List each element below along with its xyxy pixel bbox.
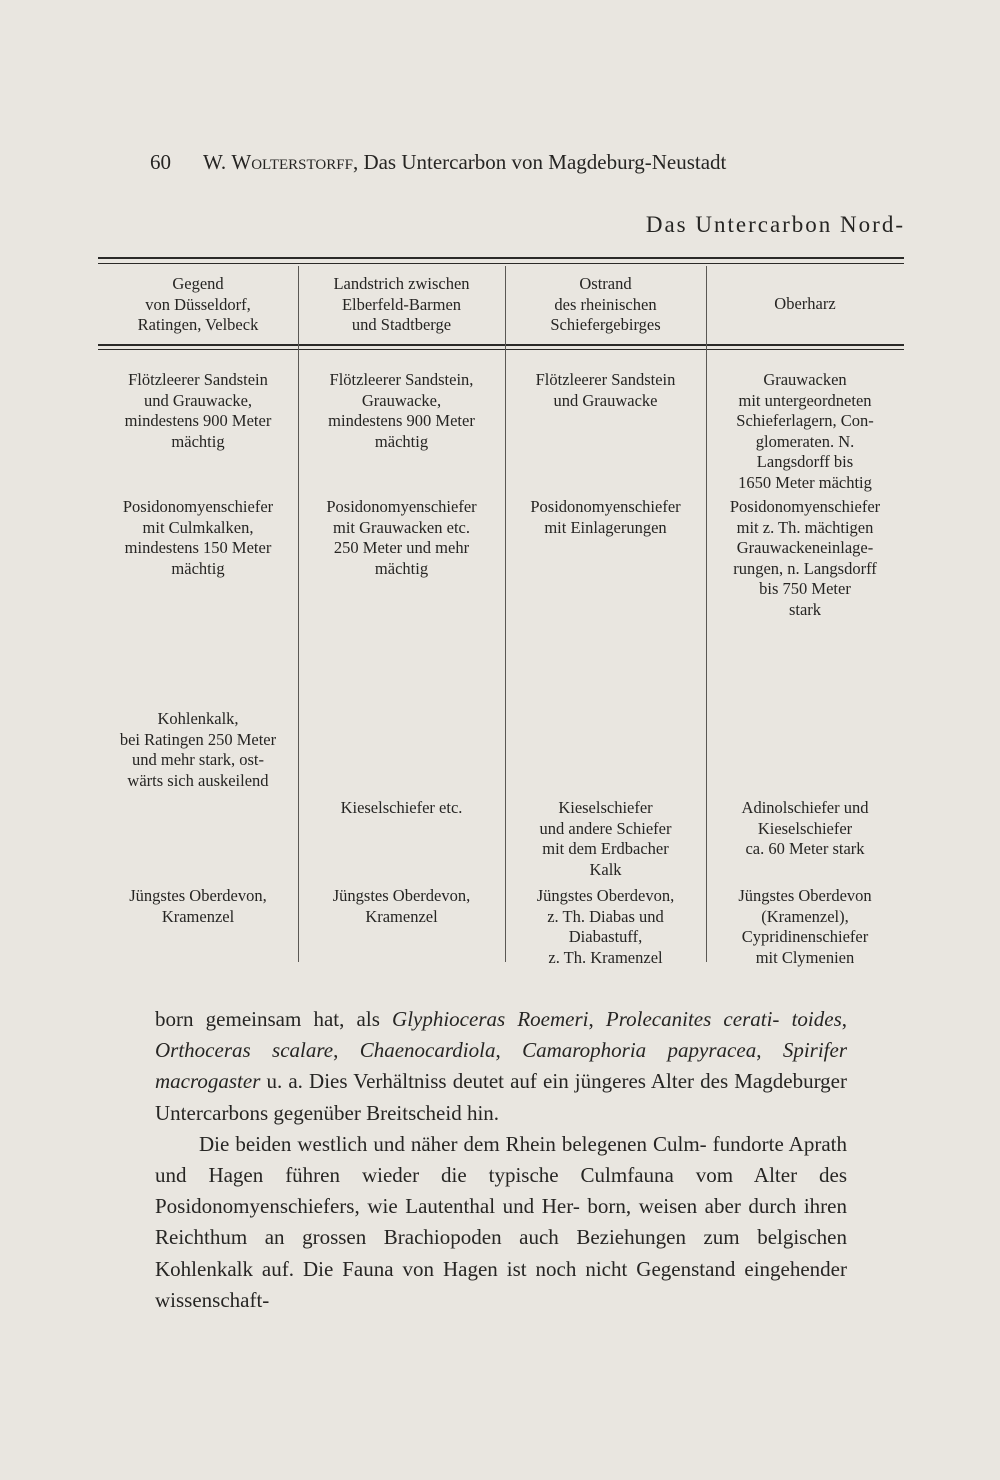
text-run: , <box>588 1007 606 1031</box>
text-run: , <box>756 1038 783 1063</box>
text-run: born gemeinsam hat, als <box>155 1007 393 1031</box>
taxon-name: Spirifer macrogaster <box>155 1038 848 1094</box>
table-header-cell: Ostrand des rheinischen Schiefergebirges <box>550 274 661 334</box>
table-top-rule <box>98 257 904 259</box>
table-header-cell: Landstrich zwischen Elberfeld-Barmen und Stadtberge <box>333 274 470 334</box>
table-cell: Adinolschiefer und Kieselschiefer ca. 60 Meter stark <box>741 798 869 858</box>
taxon-name: Chaenocardiola <box>359 1038 496 1063</box>
text-run: , <box>333 1038 360 1063</box>
table-header-cell: Oberharz <box>774 294 836 313</box>
table-cell: Posidonomyenschiefer mit Culmkalken, mindestens 150 Meter mächtig <box>122 497 274 578</box>
table-header-cell: Gegend von Düsseldorf, Ratingen, Velbeck <box>137 274 259 334</box>
author-name: Wolterstorff <box>231 150 353 174</box>
body-text <box>155 1004 847 1316</box>
page-number: 60 <box>150 150 171 174</box>
text-run: , <box>841 1007 847 1031</box>
table-cell: Flötzleerer Sandstein und Grauwacke, mindestens 900 Meter mächtig <box>124 370 272 451</box>
table-cell: Jüngstes Oberdevon, Kramenzel <box>129 886 267 926</box>
table-cell: Posidonomyenschiefer mit Grauwacken etc. 250 Meter und mehr mächtig <box>326 497 477 578</box>
table-header-rule-thin <box>98 349 904 350</box>
text-run: , <box>495 1038 523 1063</box>
table-caption: Das Untercarbon Nord- <box>645 212 905 237</box>
taxon-name: Prolecanites cerati- toides <box>605 1007 842 1031</box>
table-cell: Posidonomyenschiefer mit z. Th. mächtigen Grauwackeneinlage- rungen, n. Langsdorff bis 750 Meter stark <box>729 497 881 619</box>
author-initial: W. <box>203 150 227 174</box>
table-cell: Jüngstes Oberdevon, Kramenzel <box>332 886 471 926</box>
taxon-name: Camarophoria papyracea <box>522 1038 757 1063</box>
table-cell: Flötzleerer Sandstein und Grauwacke <box>535 370 676 410</box>
running-head <box>150 150 726 175</box>
paragraph: Die beiden westlich und näher dem Rhein belegenen Culm- fundorte Aprath und Hagen führen wieder die typische Culmfauna vom Alter des Posidonomyenschiefers, wie Lautenthal und Her- born, weisen aber durch ihren Reichthum an grossen Brachiopoden auch Beziehungen zum belgischen Kohlenkalk auf. Die Fauna von Hagen ist noch nicht Gegenstand eingehender wissenschaft- <box>155 1131 847 1312</box>
table-top-rule-thin <box>98 263 904 264</box>
table-cell: Grauwacken mit untergeordneten Schieferlagern, Con- glomeraten. N. Langsdorff bis 1650 Meter mächtig <box>736 370 874 492</box>
table-header-rule <box>98 344 904 346</box>
taxon-name: Glyphioceras Roemeri <box>392 1007 589 1031</box>
table-cell: Jüngstes Oberdevon (Kramenzel), Cypridinenschiefer mit Clymenien <box>738 886 872 967</box>
table-cell: Posidonomyenschiefer mit Einlagerungen <box>530 497 681 537</box>
taxon-name: Orthoceras scalare <box>155 1038 334 1063</box>
table-cell: Jüngstes Oberdevon, z. Th. Diabas und Diabastuff, z. Th. Kramenzel <box>536 886 675 967</box>
table-cell: Kohlenkalk, bei Ratingen 250 Meter und mehr stark, ost- wärts sich auskeilend <box>119 709 277 790</box>
text-run: u. a. Dies Verhältniss deutet auf ein jüngeres Alter des Magdeburger Untercarbons gegenüber Breitscheid hin. <box>155 1069 847 1125</box>
table-cell: Flötzleerer Sandstein, Grauwacke, mindestens 900 Meter mächtig <box>328 370 475 451</box>
running-title: , Das Untercarbon von Magdeburg-Neustadt <box>352 150 727 174</box>
paragraph <box>155 1004 847 1129</box>
table-cell: Kieselschiefer etc. <box>340 798 463 817</box>
table-cell: Kieselschiefer und andere Schiefer mit dem Erdbacher Kalk <box>539 798 672 879</box>
